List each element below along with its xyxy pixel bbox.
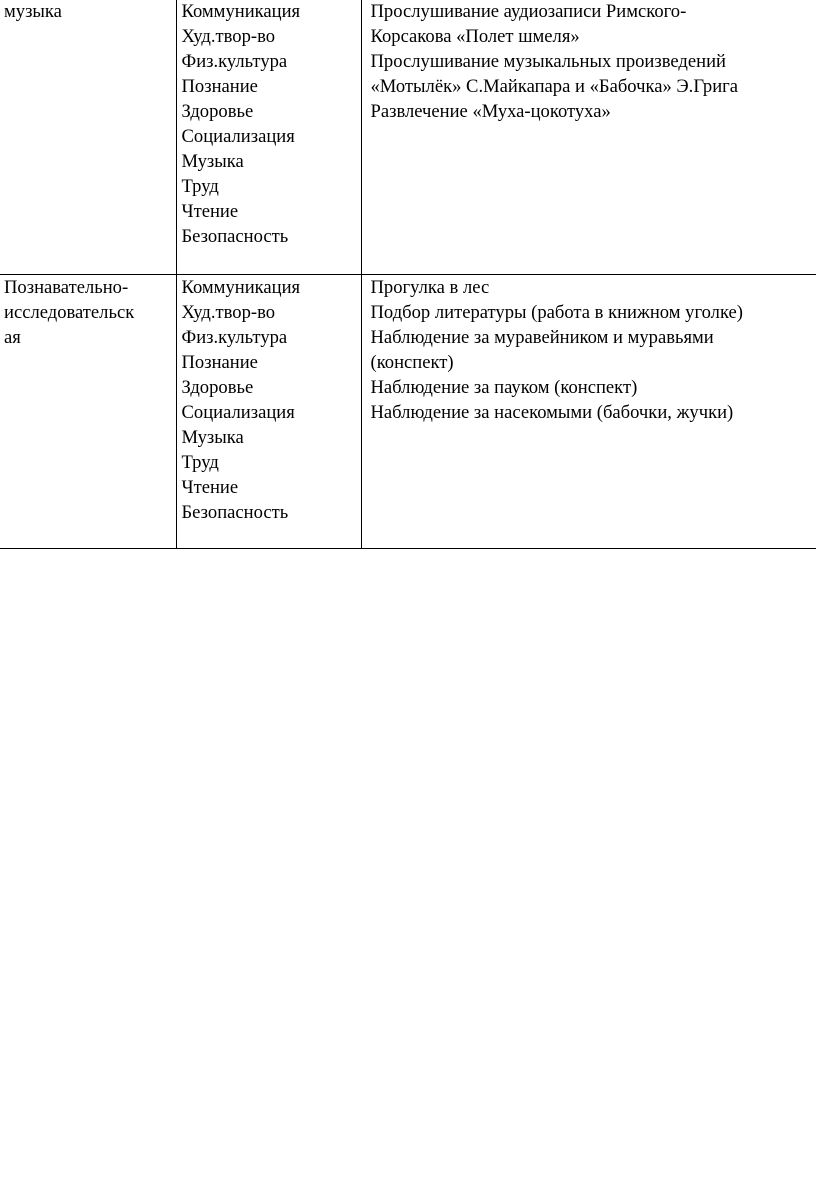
activity-line: Развлечение «Муха-цокотуха» bbox=[370, 101, 611, 122]
area-label-line: ая bbox=[4, 327, 21, 348]
integration-item: Безопасность bbox=[181, 502, 289, 523]
integration-item: Социализация bbox=[181, 126, 295, 147]
integration-item: Физ.культура bbox=[181, 51, 288, 72]
activities-cell bbox=[361, 0, 816, 275]
integration-item: Коммуникация bbox=[181, 1, 301, 22]
activity-line: Подбор литературы (работа в книжном уголке) bbox=[370, 302, 743, 323]
integration-item: Труд bbox=[181, 176, 219, 197]
integration-item: Худ.твор-во bbox=[181, 26, 276, 47]
activity-line: Прослушивание аудиозаписи Римского- bbox=[370, 1, 687, 22]
integration-item: Познание bbox=[181, 352, 258, 373]
integration-item: Социализация bbox=[181, 402, 295, 423]
area-label-line: исследовательск bbox=[4, 302, 135, 323]
integration-item: Музыка bbox=[181, 151, 244, 172]
integration-cell bbox=[176, 0, 361, 275]
activity-line: Корсакова «Полет шмеля» bbox=[370, 26, 580, 47]
integration-item: Чтение bbox=[181, 201, 239, 222]
integration-item: Безопасность bbox=[181, 226, 289, 247]
integration-item: Музыка bbox=[181, 427, 244, 448]
activity-table bbox=[0, 0, 816, 549]
integration-item: Здоровье bbox=[181, 101, 254, 122]
activity-line: Прогулка в лес bbox=[370, 277, 490, 298]
integration-item: Познание bbox=[181, 76, 258, 97]
integration-item: Худ.твор-во bbox=[181, 302, 276, 323]
activity-line: Прослушивание музыкальных произведений bbox=[370, 51, 726, 72]
area-cell bbox=[0, 275, 176, 549]
activity-line: «Мотылёк» С.Майкапара и «Бабочка» Э.Грига bbox=[370, 76, 739, 97]
area-label: музыка bbox=[4, 1, 62, 22]
activities-cell bbox=[361, 275, 816, 549]
integration-item: Коммуникация bbox=[181, 277, 301, 298]
activity-line: Наблюдение за муравейником и муравьями bbox=[370, 327, 714, 348]
activity-line: (конспект) bbox=[370, 352, 454, 373]
integration-cell bbox=[176, 275, 361, 549]
integration-item: Труд bbox=[181, 452, 219, 473]
activity-line: Наблюдение за пауком (конспект) bbox=[370, 377, 638, 398]
area-cell bbox=[0, 0, 176, 275]
table-row bbox=[0, 275, 816, 549]
area-label-line: Познавательно- bbox=[4, 277, 129, 298]
integration-item: Чтение bbox=[181, 477, 239, 498]
activity-line: Наблюдение за насекомыми (бабочки, жучки) bbox=[370, 402, 734, 423]
table-row bbox=[0, 0, 816, 275]
integration-item: Здоровье bbox=[181, 377, 254, 398]
integration-item: Физ.культура bbox=[181, 327, 288, 348]
